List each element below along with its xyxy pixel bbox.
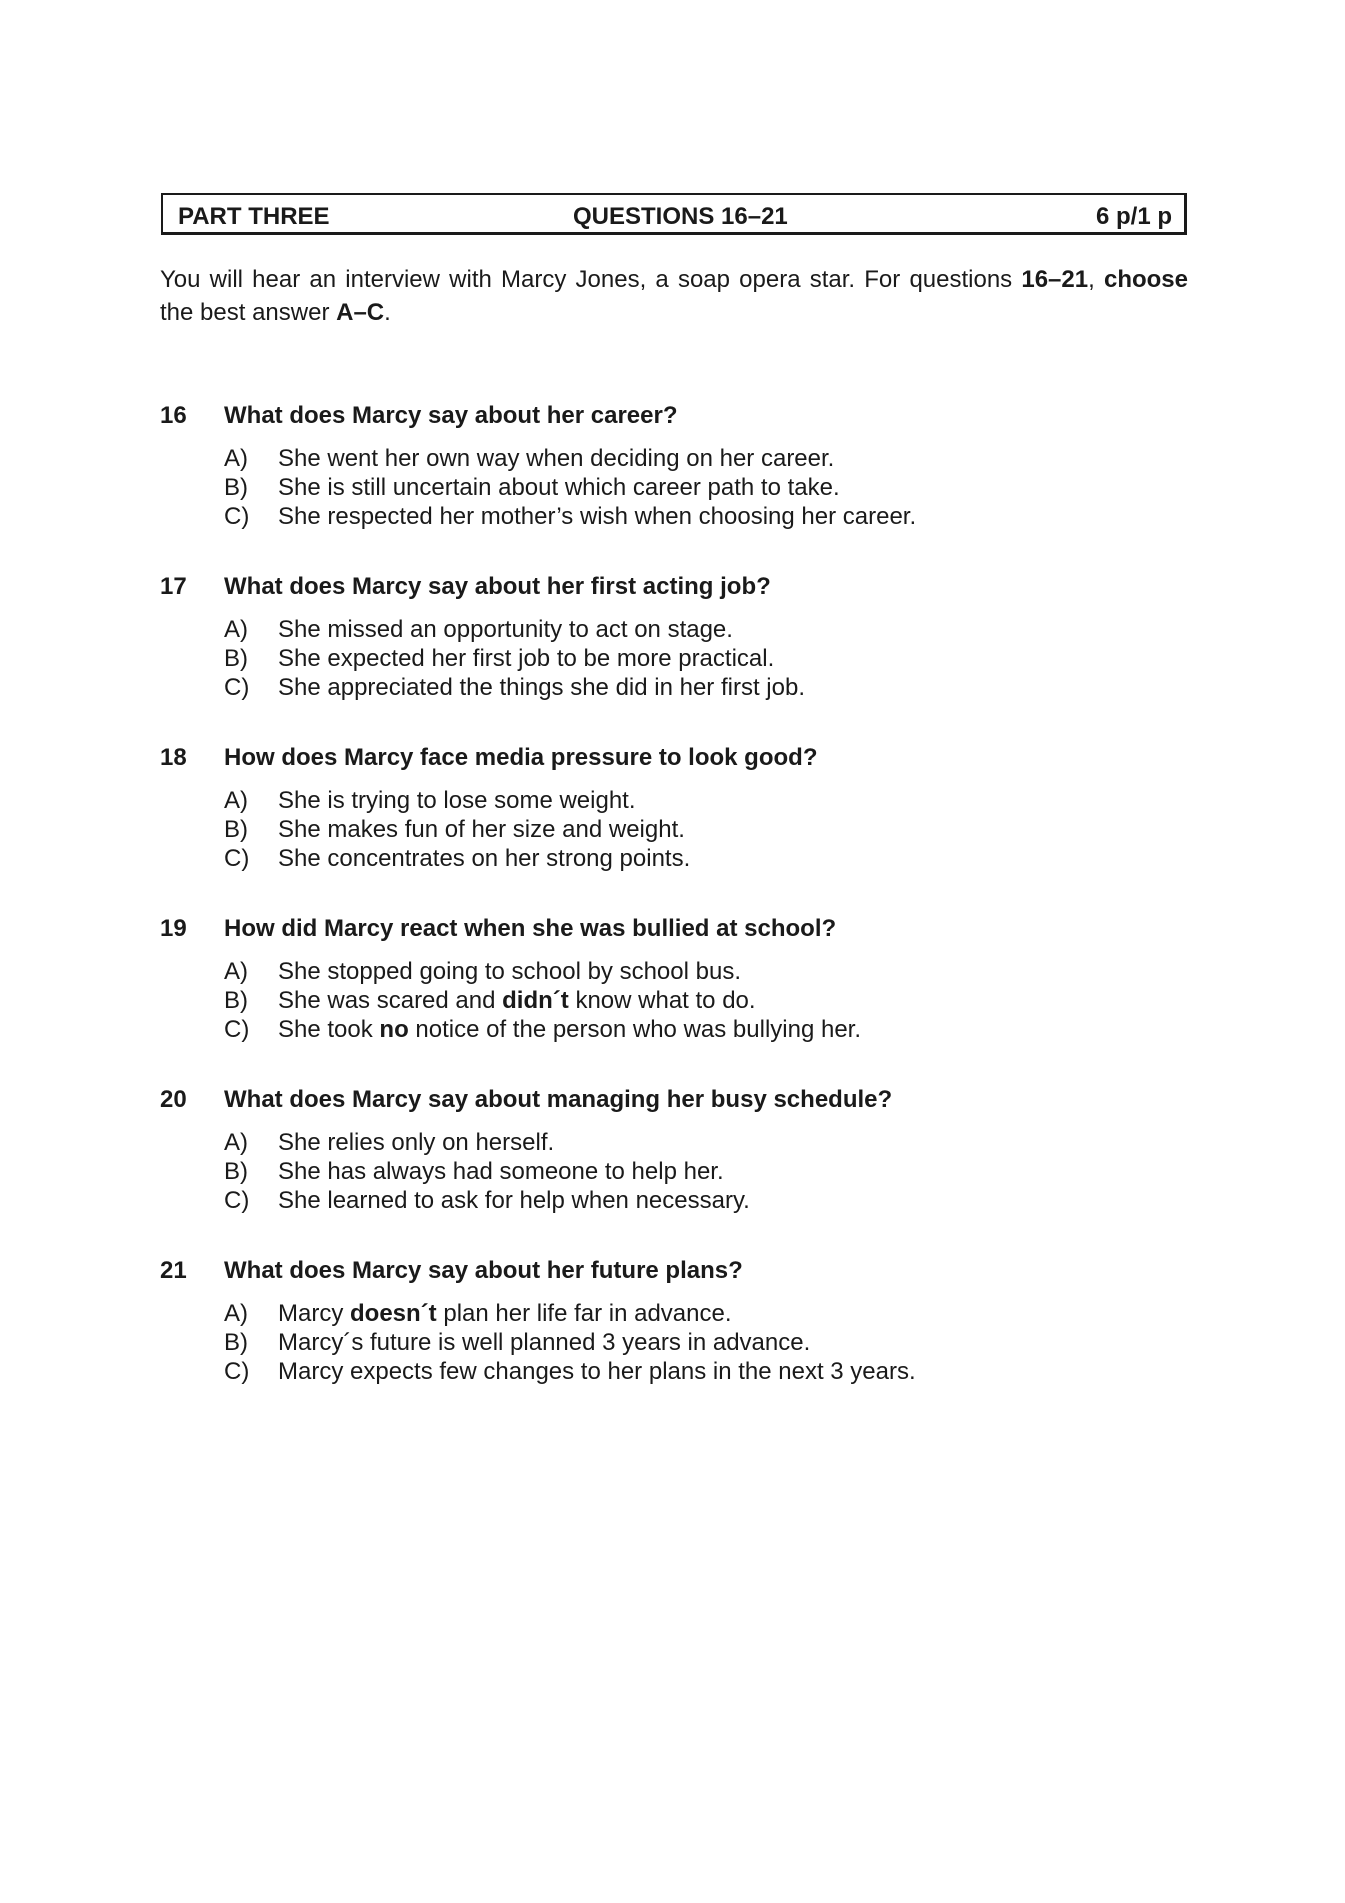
option-text: She was scared and didn´t know what to do. <box>278 987 756 1014</box>
option-letter: B) <box>224 1329 248 1356</box>
instructions-text: You will hear an interview with Marcy Jones, a soap opera star. For questions <box>160 266 1022 293</box>
instructions-answers: A–C <box>336 299 385 326</box>
option-letter: B) <box>224 987 248 1014</box>
question-stem: How did Marcy react when she was bullied at school? <box>224 915 837 942</box>
option-letter: C) <box>224 674 250 701</box>
option-text: She makes fun of her size and weight. <box>278 816 685 843</box>
option-letter: A) <box>224 1129 248 1156</box>
instructions-choose: choose <box>1103 266 1188 293</box>
option-letter: B) <box>224 1158 248 1185</box>
question-number: 19 <box>160 915 187 942</box>
option-letter: A) <box>224 787 248 814</box>
option-text: She went her own way when deciding on her career. <box>278 445 835 472</box>
option-text: She is still uncertain about which career path to take. <box>278 474 840 501</box>
part-header <box>161 193 1187 235</box>
option-text: She respected her mother’s wish when choosing her career. <box>278 503 917 530</box>
question-stem: What does Marcy say about managing her busy schedule? <box>224 1086 893 1113</box>
option-text: Marcy doesn´t plan her life far in advance. <box>278 1300 732 1327</box>
option-text: She expected her first job to be more practical. <box>278 645 775 672</box>
option-text: She missed an opportunity to act on stage. <box>278 616 733 643</box>
question-stem: How does Marcy face media pressure to look good? <box>224 744 818 771</box>
option-letter: A) <box>224 1300 248 1327</box>
option-text: She is trying to lose some weight. <box>278 787 636 814</box>
question-number: 17 <box>160 573 187 600</box>
instructions-period: . <box>384 299 391 326</box>
instructions-comma: , <box>1088 266 1104 293</box>
option-letter: B) <box>224 816 248 843</box>
instructions <box>160 263 1188 329</box>
option-text: She has always had someone to help her. <box>278 1158 724 1185</box>
part-label: PART THREE <box>178 203 330 230</box>
option-letter: C) <box>224 845 250 872</box>
option-text: She stopped going to school by school bus. <box>278 958 741 985</box>
instructions-text-2: the best answer <box>160 299 337 326</box>
question-number: 20 <box>160 1086 187 1113</box>
option-text: Marcy´s future is well planned 3 years in advance. <box>278 1329 811 1356</box>
option-text: She learned to ask for help when necessary. <box>278 1187 750 1214</box>
option-text: She concentrates on her strong points. <box>278 845 691 872</box>
points-label: 6 p/1 p <box>1095 203 1172 230</box>
instructions-range: 16–21 <box>1021 266 1089 293</box>
option-letter: A) <box>224 616 248 643</box>
option-text: Marcy expects few changes to her plans in the next 3 years. <box>278 1358 916 1385</box>
questions-range-label: QUESTIONS 16–21 <box>573 203 788 230</box>
question-stem: What does Marcy say about her future plans? <box>224 1257 743 1284</box>
question-stem: What does Marcy say about her first acting job? <box>224 573 771 600</box>
option-letter: A) <box>224 958 248 985</box>
option-letter: B) <box>224 474 248 501</box>
question-stem: What does Marcy say about her career? <box>224 402 678 429</box>
option-letter: C) <box>224 503 250 530</box>
option-letter: C) <box>224 1358 250 1385</box>
option-letter: B) <box>224 645 248 672</box>
option-letter: C) <box>224 1187 250 1214</box>
option-text: She took no notice of the person who was bullying her. <box>278 1016 862 1043</box>
option-text: She relies only on herself. <box>278 1129 555 1156</box>
question-number: 16 <box>160 402 187 429</box>
question-number: 18 <box>160 744 187 771</box>
question-number: 21 <box>160 1257 187 1284</box>
option-letter: A) <box>224 445 248 472</box>
option-letter: C) <box>224 1016 250 1043</box>
option-text: She appreciated the things she did in her first job. <box>278 674 805 701</box>
